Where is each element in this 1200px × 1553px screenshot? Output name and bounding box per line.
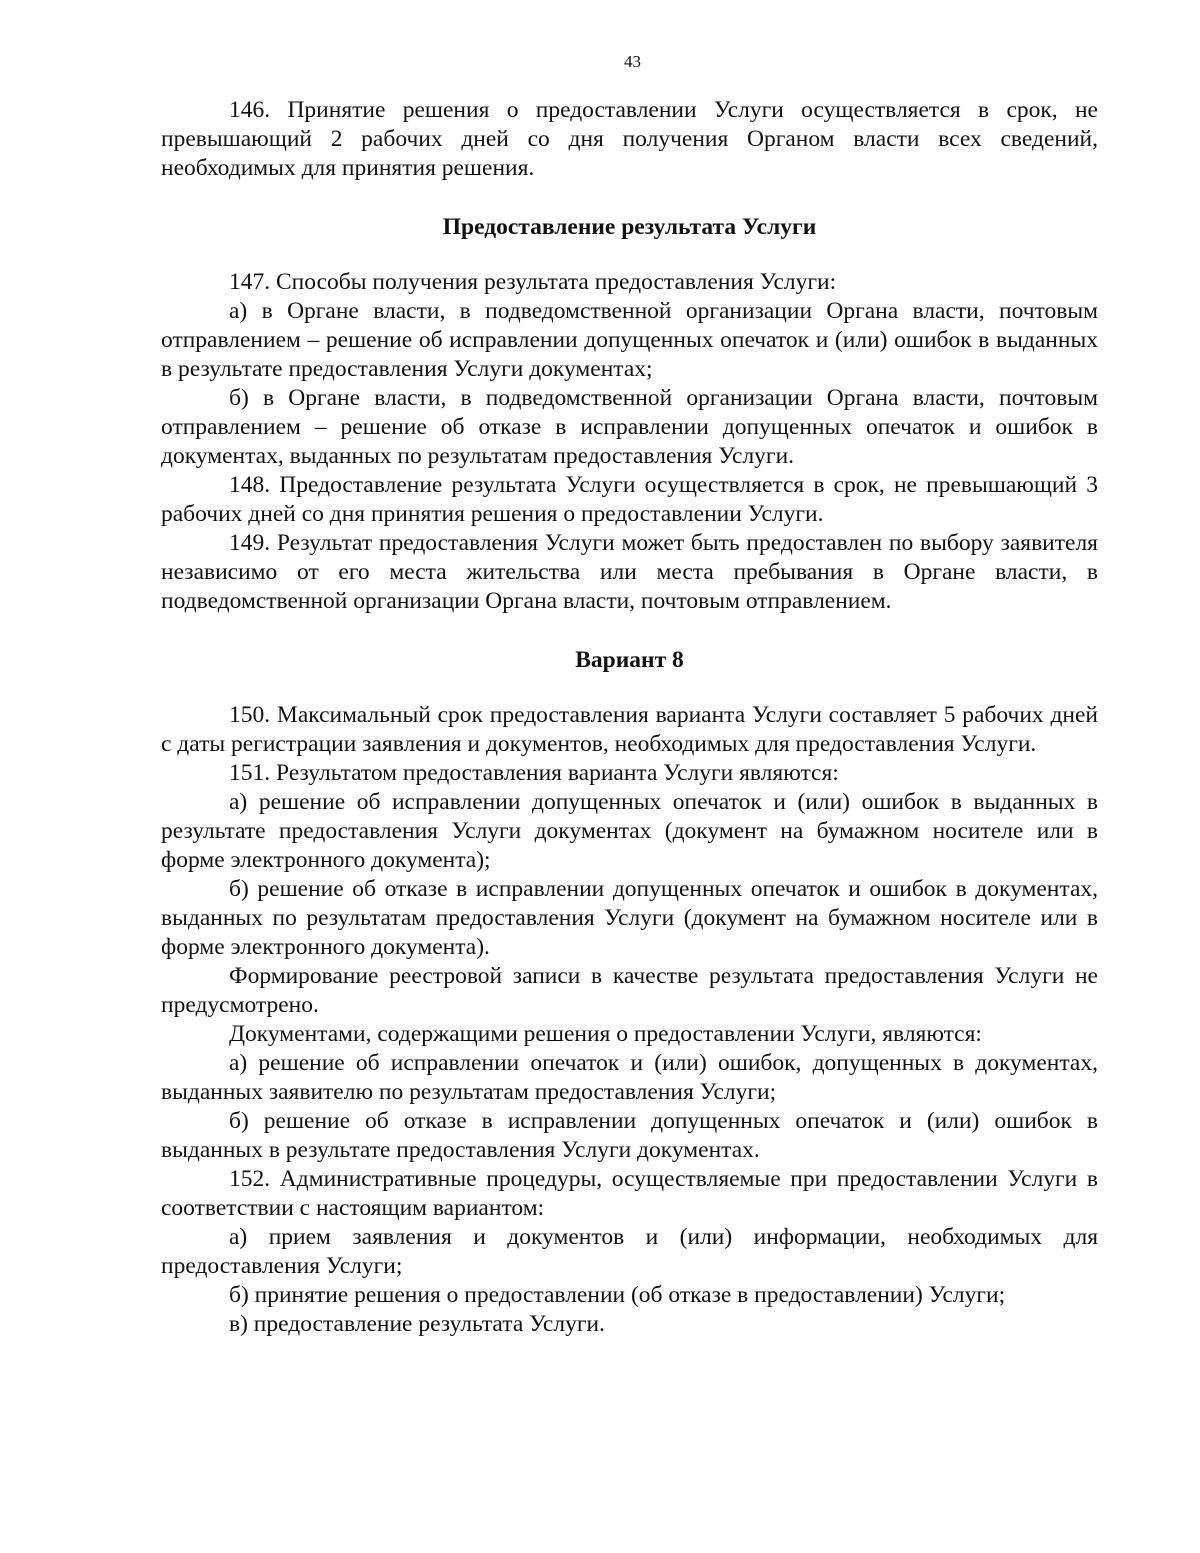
paragraph-152-b: б) принятие решения о предоставлении (об отказе в предоставлении) Услуги; [229,1282,1006,1308]
section-heading-variant-8: Вариант 8 [575,647,684,673]
paragraph-152-c: в) предоставление результата Услуги. [229,1311,605,1337]
paragraph-152: 152. Административные процедуры, осуществляемые при предоставлении Услуги в соответствии с настоящим вариантом: [161,1166,1098,1221]
paragraph-151-b: б) решение об отказе в исправлении допущенных опечаток и ошибок в документах, выданных по результатам предоставления Услуги (документ на бумажном носителе или в форме электронного документа). [161,876,1098,960]
paragraph-148: 148. Предоставление результата Услуги осуществляется в срок, не превышающий 3 рабочих дней со дня принятия решения о предоставлении Услуги. [161,472,1098,527]
paragraph-151: 151. Результатом предоставления варианта Услуги являются: [229,760,839,786]
paragraph-147-a: а) в Органе власти, в подведомственной организации Органа власти, почтовым отправлением – решение об исправлении допущенных опечаток и (или) ошибок в выданных в результате предоставления Услуги документах; [161,298,1098,382]
paragraph-146: 146. Принятие решения о предоставлении Услуги осуществляется в срок, не превышающий 2 рабочих дней со дня получения Органом власти всех сведений, необходимых для принятия решения. [161,97,1098,181]
section-heading-result: Предоставление результата Услуги [442,214,817,240]
paragraph-decision-documents-a: а) решение об исправлении опечаток и (или) ошибок, допущенных в документах, выданных заявителю по результатам предоставления Услуги; [161,1050,1098,1105]
paragraph-147: 147. Способы получения результата предоставления Услуги: [229,269,837,295]
document-body [161,96,1098,1339]
paragraph-152-a: а) прием заявления и документов и (или) информации, необходимых для предоставления Услуги; [161,1224,1098,1279]
paragraph-151-a: а) решение об исправлении допущенных опечаток и (или) ошибок в выданных в результате предоставления Услуги документах (документ на бумажном носителе или в форме электронного документа); [161,789,1098,873]
paragraph-150: 150. Максимальный срок предоставления варианта Услуги составляет 5 рабочих дней с даты регистрации заявления и документов, необходимых для предоставления Услуги. [161,702,1098,757]
paragraph-149: 149. Результат предоставления Услуги может быть предоставлен по выбору заявителя независимо от его места жительства или места пребывания в Органе власти, в подведомственной организации Органа власти, почтовым отправлением. [161,530,1098,614]
page-number: 43 [624,52,641,71]
paragraph-147-b: б) в Органе власти, в подведомственной организации Органа власти, почтовым отправлением – решение об отказе в исправлении допущенных опечаток и ошибок в документах, выданных по результатам предоставления Услуги. [161,385,1098,469]
paragraph-registry-record: Формирование реестровой записи в качестве результата предоставления Услуги не предусмотрено. [161,963,1098,1018]
paragraph-decision-documents: Документами, содержащими решения о предоставлении Услуги, являются: [229,1021,982,1047]
paragraph-decision-documents-b: б) решение об отказе в исправлении допущенных опечаток и (или) ошибок в выданных в результате предоставления Услуги документах. [161,1108,1098,1163]
